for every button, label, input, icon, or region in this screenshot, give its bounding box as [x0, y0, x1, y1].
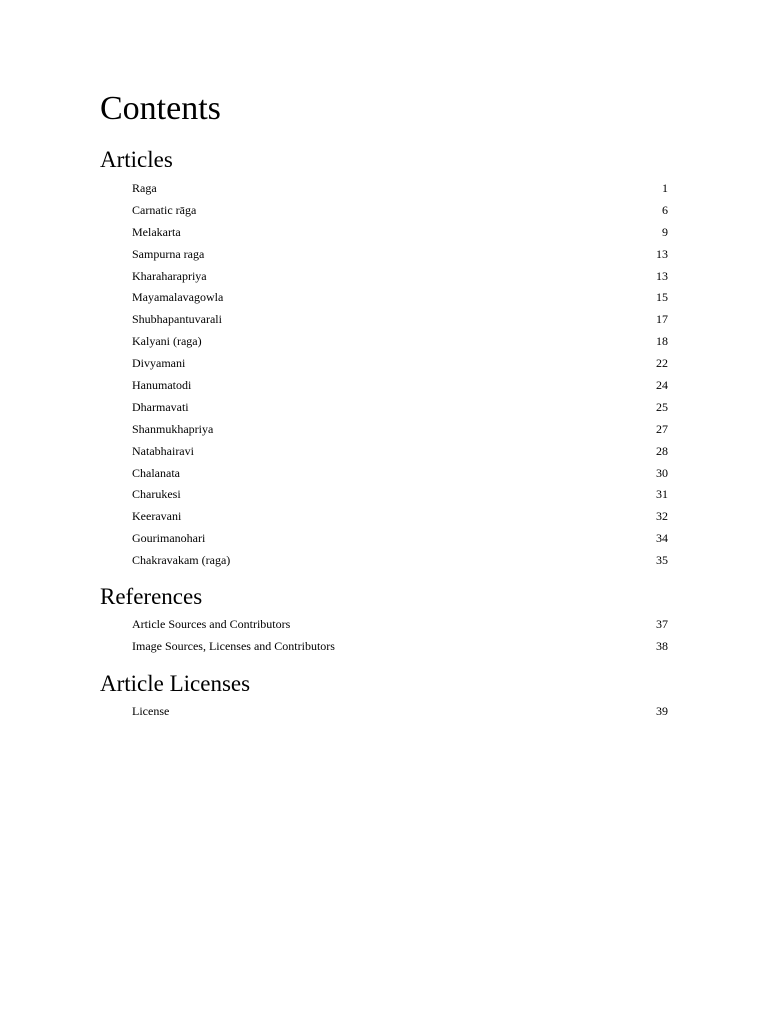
toc-entry-title: Mayamalavagowla	[132, 290, 224, 305]
toc-entry-title: Natabhairavi	[132, 443, 194, 458]
toc-entry-title: Melakarta	[132, 224, 181, 239]
toc-entry-page: 31	[656, 487, 668, 502]
toc-entry-title: Keeravani	[132, 509, 182, 524]
toc-entry[interactable]	[100, 701, 668, 723]
toc-entry[interactable]	[100, 528, 668, 550]
toc-entry-page: 27	[656, 421, 668, 436]
toc-entry-title: Hanumatodi	[132, 378, 192, 393]
toc-entry-page: 32	[656, 509, 668, 524]
toc-entry-page: 6	[662, 202, 668, 217]
toc-entry-title: Image Sources, Licenses and Contributors	[132, 638, 335, 653]
section-articles	[100, 146, 668, 572]
toc-entry-page: 38	[656, 638, 668, 653]
toc-entry-page: 28	[656, 443, 668, 458]
toc-entry-title: License	[132, 704, 170, 718]
toc-entry-page: 13	[656, 246, 668, 261]
toc-entry-page: 18	[656, 334, 668, 349]
toc-entry-title: Article Sources and Contributors	[132, 617, 291, 631]
toc-entry[interactable]	[100, 266, 668, 288]
toc-entry-page: 13	[656, 268, 668, 283]
section-heading: Articles	[100, 147, 173, 172]
toc-entry[interactable]	[100, 614, 668, 636]
section-references	[100, 583, 668, 658]
toc-entry-title: Carnatic rāga	[132, 202, 197, 217]
toc-entry-title: Raga	[132, 181, 157, 195]
toc-entry-title: Divyamani	[132, 356, 186, 371]
toc-entry[interactable]	[100, 222, 668, 244]
toc-entry-page: 17	[656, 312, 668, 327]
toc-entry[interactable]	[100, 506, 668, 528]
toc-entry-page: 1	[662, 181, 668, 195]
toc-list	[100, 178, 668, 572]
toc-entry[interactable]	[100, 178, 668, 200]
toc-entry[interactable]	[100, 244, 668, 266]
toc-entry-title: Charukesi	[132, 487, 181, 502]
toc-entry[interactable]	[100, 484, 668, 506]
section-heading: Article Licenses	[100, 671, 251, 696]
toc-entry[interactable]	[100, 441, 668, 463]
toc-entry-page: 22	[656, 356, 668, 371]
toc-entry-page: 37	[656, 617, 668, 631]
toc-entry[interactable]	[100, 419, 668, 441]
toc-entry-page: 24	[656, 378, 668, 393]
toc-entry-title: Shubhapantuvarali	[132, 312, 222, 327]
section-heading: References	[100, 584, 203, 609]
toc-entry[interactable]	[100, 397, 668, 419]
toc-entry[interactable]	[100, 287, 668, 309]
toc-entry-page: 39	[656, 704, 668, 718]
toc-entry[interactable]	[100, 375, 668, 397]
toc-list	[100, 614, 668, 658]
toc-entry[interactable]	[100, 463, 668, 485]
toc-entry-title: Kalyani (raga)	[132, 334, 202, 349]
toc-list	[100, 701, 668, 723]
toc-entry-page: 35	[656, 553, 668, 568]
toc-entry-page: 30	[656, 465, 668, 480]
toc-entry[interactable]	[100, 200, 668, 222]
toc-entry-page: 9	[662, 224, 668, 239]
toc-entry-title: Chalanata	[132, 465, 180, 480]
toc-entry-title: Gourimanohari	[132, 531, 206, 546]
toc-entry-title: Dharmavati	[132, 399, 189, 414]
toc-entry-title: Sampurna raga	[132, 246, 205, 261]
toc-entry-title: Chakravakam (raga)	[132, 553, 231, 568]
page-title: Contents	[100, 90, 221, 127]
toc-entry[interactable]	[100, 309, 668, 331]
toc-entry[interactable]	[100, 636, 668, 658]
toc-entry[interactable]	[100, 550, 668, 572]
toc-entry-page: 15	[656, 290, 668, 305]
toc-entry-page: 25	[656, 399, 668, 414]
toc-entry-title: Kharaharapriya	[132, 268, 207, 283]
section-article-licenses	[100, 670, 668, 723]
toc-entry[interactable]	[100, 353, 668, 375]
toc-entry-title: Shanmukhapriya	[132, 421, 214, 436]
toc-entry-page: 34	[656, 531, 668, 546]
toc-entry[interactable]	[100, 331, 668, 353]
